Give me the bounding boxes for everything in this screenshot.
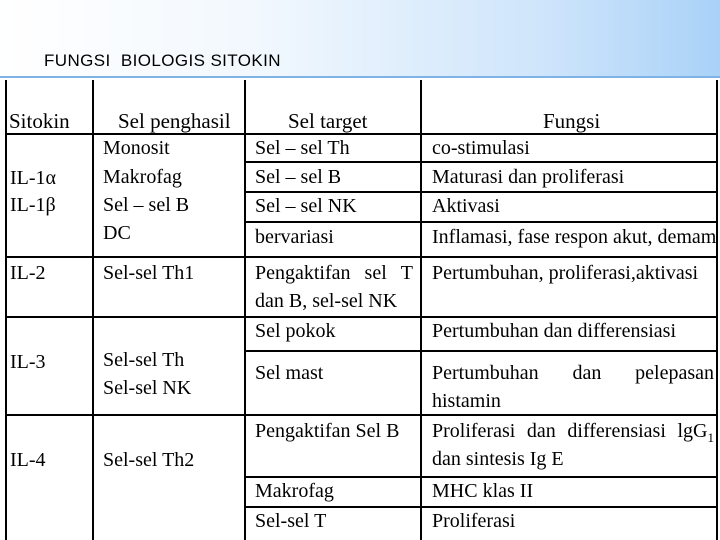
subscript: 1 <box>707 430 714 445</box>
column-divider <box>420 80 422 540</box>
function-cell-line2: histamin <box>432 390 501 412</box>
group-separator <box>5 414 718 416</box>
cytokine-table <box>0 80 720 540</box>
function-cell: Proliferasi <box>432 510 516 532</box>
target-word: T <box>400 262 413 284</box>
function-word: dan <box>526 420 556 442</box>
table-border-left <box>5 80 7 540</box>
target-cell: Sel mast <box>255 362 324 384</box>
function-cell: MHC klas II <box>432 480 534 502</box>
function-cell: Maturasi dan proliferasi <box>432 166 625 188</box>
function-cell: co-stimulasi <box>432 137 530 159</box>
function-cell: Aktivasi <box>432 195 500 217</box>
cytokine-name: IL-3 <box>10 351 46 373</box>
table-border-right <box>716 80 718 540</box>
function-cell: Pertumbuhan, proliferasi,aktivasi <box>432 262 699 284</box>
producer-cell: Sel-sel Th <box>103 349 185 371</box>
row-separator <box>244 350 718 352</box>
target-cell: Sel – sel NK <box>255 195 357 217</box>
function-cell-line2: dan sintesis Ig E <box>432 448 564 470</box>
target-cell: Sel – sel Th <box>255 137 350 159</box>
column-divider <box>244 80 246 540</box>
column-header-sitokin: Sitokin <box>9 109 70 133</box>
target-cell-line2: dan B, sel-sel NK <box>255 290 398 312</box>
target-cell: Sel pokok <box>255 320 336 342</box>
producer-cell: Makrofag <box>103 166 182 188</box>
target-cell: Pengaktifan Sel B <box>255 420 400 442</box>
column-header-sel-penghasil: Sel penghasil <box>118 109 231 133</box>
function-word: dan <box>572 362 602 384</box>
function-word: Pertumbuhan <box>432 362 539 384</box>
function-word: pelepasan <box>635 362 714 384</box>
producer-cell: Sel-sel NK <box>103 377 192 399</box>
cytokine-name: IL-2 <box>10 262 46 284</box>
target-cell: Makrofag <box>255 480 334 502</box>
function-cell: Inflamasi, fase respon akut, demam <box>432 226 717 248</box>
cytokine-name: IL-1α <box>10 167 57 189</box>
column-divider <box>92 80 94 540</box>
producer-cell: DC <box>103 222 131 244</box>
cytokine-name: IL-1β <box>10 194 56 216</box>
header-rule <box>0 76 720 78</box>
target-word: Pengaktifan <box>255 262 351 284</box>
cytokine-name: IL-4 <box>10 449 46 471</box>
target-word: sel <box>364 262 387 284</box>
function-word: lgG <box>677 420 708 442</box>
column-header-fungsi: Fungsi <box>543 109 601 133</box>
producer-cell: Monosit <box>103 137 170 159</box>
target-cell: Sel – sel B <box>255 166 342 188</box>
function-word-with-subscript <box>677 418 714 451</box>
column-header-sel-target: Sel target <box>288 109 368 133</box>
target-cell: Sel-sel T <box>255 510 327 532</box>
function-cell: Pertumbuhan dan differensiasi <box>432 320 677 342</box>
row-separator <box>244 221 718 223</box>
slide-title: FUNGSI BIOLOGIS SITOKIN <box>44 51 281 70</box>
function-word: Proliferasi <box>432 420 516 442</box>
target-cell <box>255 260 413 287</box>
target-cell: bervariasi <box>255 226 334 248</box>
producer-cell: Sel-sel Th2 <box>103 449 195 471</box>
producer-cell: Sel – sel B <box>103 194 190 216</box>
producer-cell: Sel-sel Th1 <box>103 262 195 284</box>
group-separator <box>5 256 718 258</box>
function-cell <box>432 360 714 387</box>
function-word: differensiasi <box>567 420 666 442</box>
